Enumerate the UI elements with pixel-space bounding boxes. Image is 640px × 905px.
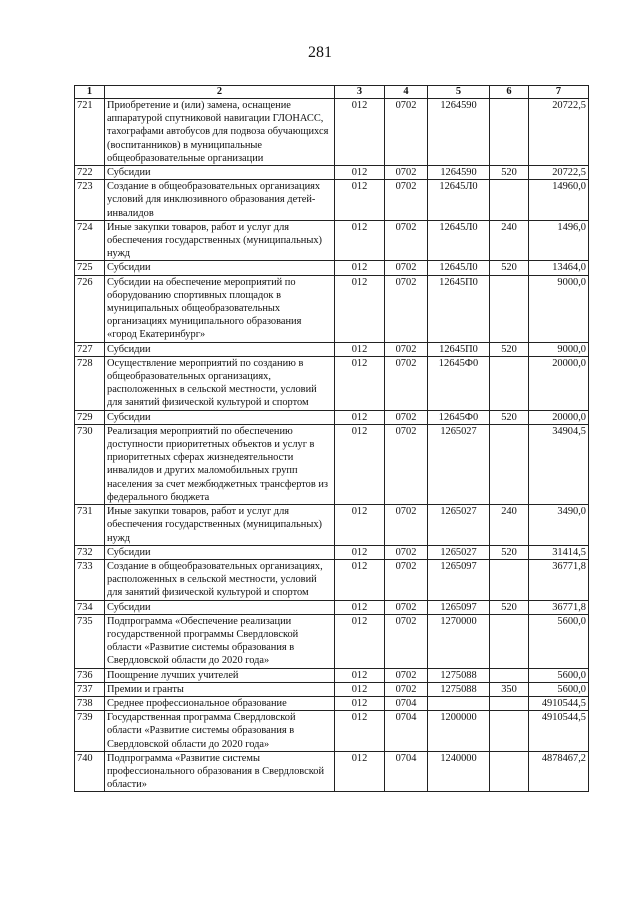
row-target-code: 1264590: [428, 99, 490, 166]
header-col-5: 5: [428, 86, 490, 99]
row-number: 728: [75, 356, 105, 410]
table-row: [75, 342, 589, 356]
table-row: [75, 696, 589, 710]
table-row: [75, 545, 589, 559]
row-ministry-code: 012: [335, 545, 385, 559]
row-amount: 5600,0: [529, 614, 589, 668]
row-section-code: 0704: [385, 711, 428, 752]
row-target-code: 12645Ф0: [428, 356, 490, 410]
row-ministry-code: 012: [335, 99, 385, 166]
header-col-7: 7: [529, 86, 589, 99]
row-expense-type: [490, 99, 529, 166]
row-expense-type: [490, 711, 529, 752]
row-amount: 9000,0: [529, 275, 589, 342]
row-ministry-code: 012: [335, 711, 385, 752]
row-expense-type: 520: [490, 545, 529, 559]
row-amount: 5600,0: [529, 682, 589, 696]
row-section-code: 0702: [385, 682, 428, 696]
row-name: Среднее профессиональное образование: [105, 696, 335, 710]
row-amount: 31414,5: [529, 545, 589, 559]
row-section-code: 0702: [385, 545, 428, 559]
row-target-code: 1265027: [428, 545, 490, 559]
row-number: 740: [75, 751, 105, 792]
row-target-code: 1275088: [428, 682, 490, 696]
row-amount: 20722,5: [529, 99, 589, 166]
row-section-code: 0702: [385, 505, 428, 546]
row-section-code: 0702: [385, 559, 428, 600]
table-row: [75, 220, 589, 261]
row-amount: 34904,5: [529, 424, 589, 504]
budget-table: [74, 85, 589, 792]
table-row: [75, 410, 589, 424]
row-section-code: 0702: [385, 342, 428, 356]
row-target-code: 1270000: [428, 614, 490, 668]
row-target-code: 1265097: [428, 600, 490, 614]
row-name: Осуществление мероприятий по созданию в общеобразовательных организациях, расположенных в сельской местности, условий для занятий физической культурой и спортом: [105, 356, 335, 410]
row-amount: 1496,0: [529, 220, 589, 261]
row-expense-type: [490, 180, 529, 221]
header-row: [75, 86, 589, 99]
row-name: Иные закупки товаров, работ и услуг для обеспечения государственных (муниципальных) нужд: [105, 505, 335, 546]
table-row: [75, 424, 589, 504]
row-amount: 5600,0: [529, 668, 589, 682]
row-amount: 4910544,5: [529, 696, 589, 710]
row-ministry-code: 012: [335, 505, 385, 546]
row-section-code: 0702: [385, 180, 428, 221]
row-name: Реализация мероприятий по обеспечению доступности приоритетных объектов и услуг в приоритетных сферах жизнедеятельности инвалидов и других маломобильных групп населения за счет межбюджетных трансфертов из федерального бюджета: [105, 424, 335, 504]
row-target-code: 12645Ф0: [428, 410, 490, 424]
row-expense-type: [490, 424, 529, 504]
table-row: [75, 600, 589, 614]
row-target-code: 12645П0: [428, 275, 490, 342]
row-ministry-code: 012: [335, 410, 385, 424]
row-name: Субсидии на обеспечение мероприятий по оборудованию спортивных площадок в муниципальных общеобразовательных организациях муниципального образования «город Екатеринбург»: [105, 275, 335, 342]
table-body: [75, 99, 589, 792]
row-section-code: 0704: [385, 751, 428, 792]
row-name: Субсидии: [105, 600, 335, 614]
row-target-code: 1264590: [428, 166, 490, 180]
row-number: 730: [75, 424, 105, 504]
row-target-code: 12645П0: [428, 342, 490, 356]
row-section-code: 0702: [385, 220, 428, 261]
table-row: [75, 261, 589, 275]
table-row: [75, 614, 589, 668]
row-expense-type: 520: [490, 600, 529, 614]
row-name: Создание в общеобразовательных организациях условий для инклюзивного образования детей-инвалидов: [105, 180, 335, 221]
row-target-code: 12645Л0: [428, 261, 490, 275]
row-number: 722: [75, 166, 105, 180]
row-amount: 4910544,5: [529, 711, 589, 752]
row-name: Премии и гранты: [105, 682, 335, 696]
row-number: 738: [75, 696, 105, 710]
row-expense-type: [490, 275, 529, 342]
table-row: [75, 166, 589, 180]
row-section-code: 0702: [385, 261, 428, 275]
row-ministry-code: 012: [335, 166, 385, 180]
row-section-code: 0702: [385, 410, 428, 424]
row-target-code: 12645Л0: [428, 180, 490, 221]
row-expense-type: [490, 614, 529, 668]
row-ministry-code: 012: [335, 682, 385, 696]
table-row: [75, 668, 589, 682]
row-number: 733: [75, 559, 105, 600]
row-number: 725: [75, 261, 105, 275]
table-row: [75, 99, 589, 166]
row-target-code: 1265027: [428, 424, 490, 504]
header-col-1: 1: [75, 86, 105, 99]
row-expense-type: [490, 668, 529, 682]
row-number: 737: [75, 682, 105, 696]
table-row: [75, 682, 589, 696]
row-target-code: [428, 696, 490, 710]
row-number: 734: [75, 600, 105, 614]
table-row: [75, 505, 589, 546]
row-name: Подпрограмма «Обеспечение реализации государственной программы Свердловской области «Развитие системы образования в Свердловской области до 2020 года»: [105, 614, 335, 668]
row-number: 721: [75, 99, 105, 166]
row-expense-type: [490, 696, 529, 710]
row-name: Поощрение лучших учителей: [105, 668, 335, 682]
row-ministry-code: 012: [335, 275, 385, 342]
row-number: 727: [75, 342, 105, 356]
row-amount: 3490,0: [529, 505, 589, 546]
row-expense-type: 520: [490, 166, 529, 180]
row-expense-type: [490, 751, 529, 792]
row-ministry-code: 012: [335, 220, 385, 261]
row-amount: 20000,0: [529, 356, 589, 410]
row-expense-type: [490, 356, 529, 410]
row-section-code: 0702: [385, 166, 428, 180]
row-expense-type: 520: [490, 261, 529, 275]
row-number: 731: [75, 505, 105, 546]
table-row: [75, 275, 589, 342]
row-section-code: 0702: [385, 356, 428, 410]
row-section-code: 0702: [385, 99, 428, 166]
row-ministry-code: 012: [335, 180, 385, 221]
row-ministry-code: 012: [335, 424, 385, 504]
row-section-code: 0702: [385, 668, 428, 682]
row-number: 735: [75, 614, 105, 668]
row-target-code: 1265097: [428, 559, 490, 600]
row-number: 723: [75, 180, 105, 221]
row-section-code: 0702: [385, 614, 428, 668]
row-target-code: 1200000: [428, 711, 490, 752]
row-ministry-code: 012: [335, 751, 385, 792]
row-ministry-code: 012: [335, 696, 385, 710]
row-name: Субсидии: [105, 545, 335, 559]
row-ministry-code: 012: [335, 614, 385, 668]
row-amount: 13464,0: [529, 261, 589, 275]
row-ministry-code: 012: [335, 356, 385, 410]
table-row: [75, 356, 589, 410]
row-amount: 20000,0: [529, 410, 589, 424]
row-amount: 14960,0: [529, 180, 589, 221]
row-amount: 36771,8: [529, 600, 589, 614]
row-expense-type: 350: [490, 682, 529, 696]
row-number: 739: [75, 711, 105, 752]
row-name: Субсидии: [105, 261, 335, 275]
row-name: Подпрограмма «Развитие системы профессионального образования в Свердловской области»: [105, 751, 335, 792]
row-expense-type: [490, 559, 529, 600]
row-target-code: 12645Л0: [428, 220, 490, 261]
row-name: Государственная программа Свердловской области «Развитие системы образования в Свердловской области до 2020 года»: [105, 711, 335, 752]
header-col-4: 4: [385, 86, 428, 99]
page-number: 281: [308, 44, 332, 61]
table-row: [75, 559, 589, 600]
row-expense-type: 520: [490, 342, 529, 356]
header-col-3: 3: [335, 86, 385, 99]
row-expense-type: 240: [490, 220, 529, 261]
header-col-2: 2: [105, 86, 335, 99]
table-row: [75, 180, 589, 221]
row-target-code: 1240000: [428, 751, 490, 792]
row-ministry-code: 012: [335, 600, 385, 614]
row-amount: 36771,8: [529, 559, 589, 600]
row-name: Создание в общеобразовательных организациях, расположенных в сельской местности, условий для занятий физической культурой и спортом: [105, 559, 335, 600]
row-amount: 9000,0: [529, 342, 589, 356]
row-section-code: 0702: [385, 275, 428, 342]
row-section-code: 0704: [385, 696, 428, 710]
row-amount: 20722,5: [529, 166, 589, 180]
row-name: Иные закупки товаров, работ и услуг для обеспечения государственных (муниципальных) нужд: [105, 220, 335, 261]
row-number: 726: [75, 275, 105, 342]
row-expense-type: 520: [490, 410, 529, 424]
row-target-code: 1265027: [428, 505, 490, 546]
header-col-6: 6: [490, 86, 529, 99]
row-section-code: 0702: [385, 600, 428, 614]
row-expense-type: 240: [490, 505, 529, 546]
row-target-code: 1275088: [428, 668, 490, 682]
table-row: [75, 751, 589, 792]
row-number: 724: [75, 220, 105, 261]
row-number: 729: [75, 410, 105, 424]
row-name: Приобретение и (или) замена, оснащение аппаратурой спутниковой навигации ГЛОНАСС, тахографами автобусов для подвоза обучающихся (воспитанников) в муниципальные общеобразовательные организации: [105, 99, 335, 166]
row-number: 736: [75, 668, 105, 682]
row-ministry-code: 012: [335, 559, 385, 600]
row-ministry-code: 012: [335, 261, 385, 275]
row-name: Субсидии: [105, 166, 335, 180]
row-ministry-code: 012: [335, 668, 385, 682]
row-amount: 4878467,2: [529, 751, 589, 792]
row-name: Субсидии: [105, 342, 335, 356]
row-section-code: 0702: [385, 424, 428, 504]
row-ministry-code: 012: [335, 342, 385, 356]
table-row: [75, 711, 589, 752]
row-number: 732: [75, 545, 105, 559]
row-name: Субсидии: [105, 410, 335, 424]
